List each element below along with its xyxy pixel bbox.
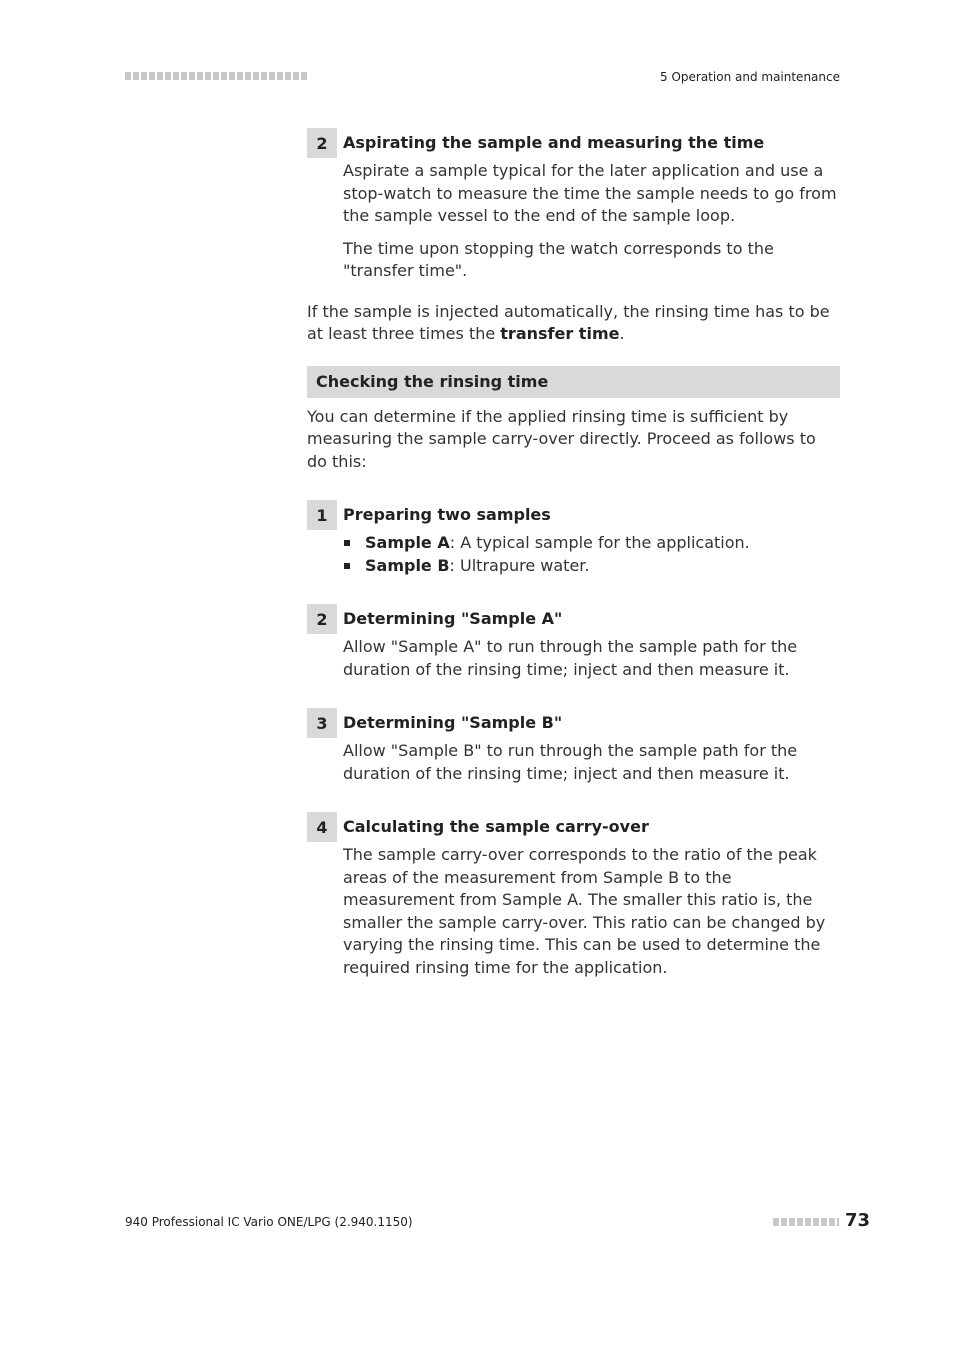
chapter-title: 5 Operation and maintenance bbox=[660, 70, 840, 84]
step-title: Calculating the sample carry-over bbox=[343, 817, 649, 836]
step-number: 4 bbox=[307, 812, 337, 842]
step-1-preparing bbox=[307, 500, 840, 577]
step-number: 3 bbox=[307, 708, 337, 738]
list-item: Sample B: Ultrapure water. bbox=[343, 554, 840, 577]
step-number: 2 bbox=[307, 604, 337, 634]
footer-document-title: 940 Professional IC Vario ONE/LPG (2.940.1150) bbox=[125, 1215, 413, 1229]
step-title: Determining "Sample A" bbox=[343, 609, 563, 628]
bullet-list bbox=[343, 531, 840, 577]
step-2-determining-a bbox=[307, 604, 840, 681]
step-number: 1 bbox=[307, 500, 337, 530]
step-title: Preparing two samples bbox=[343, 505, 551, 524]
section-heading: Checking the rinsing time bbox=[307, 366, 840, 398]
step-title: Determining "Sample B" bbox=[343, 713, 563, 732]
step-3-determining-b bbox=[307, 708, 840, 785]
note-paragraph: If the sample is injected automatically, the rinsing time has to be at least three times the transfer time. bbox=[307, 301, 830, 343]
step-4-calculating bbox=[307, 812, 840, 979]
section-intro: You can determine if the applied rinsing time is sufficient by measuring the sample carry-over directly. Proceed as follows to do this: bbox=[307, 406, 816, 471]
step-paragraph: The time upon stopping the watch corresponds to the "transfer time". bbox=[343, 238, 774, 280]
step-title: Aspirating the sample and measuring the time bbox=[343, 133, 765, 152]
step-paragraph: The sample carry-over corresponds to the ratio of the peak areas of the measurement from Sample B to the measurement from Sample A. The smaller this ratio is, the smaller the sample carry-over. This ratio can be changed by varying the rinsing time. This can be used to determine the required rinsing time for the application. bbox=[343, 845, 826, 977]
step-paragraph: Aspirate a sample typical for the later application and use a stop-watch to measure the time the sample needs to go from the sample vessel to the end of the sample loop. bbox=[343, 161, 837, 225]
page-content bbox=[307, 128, 840, 979]
step-number: 2 bbox=[307, 128, 337, 158]
header-decoration bbox=[125, 72, 307, 80]
step-2-aspirating bbox=[307, 128, 840, 283]
step-paragraph: Allow "Sample A" to run through the sample path for the duration of the rinsing time; inject and then measure it. bbox=[343, 637, 798, 679]
list-item: Sample A: A typical sample for the application. bbox=[343, 531, 840, 554]
page-number: 73 bbox=[845, 1210, 871, 1231]
footer-decoration bbox=[773, 1218, 839, 1226]
step-paragraph: Allow "Sample B" to run through the sample path for the duration of the rinsing time; inject and then measure it. bbox=[343, 741, 798, 783]
